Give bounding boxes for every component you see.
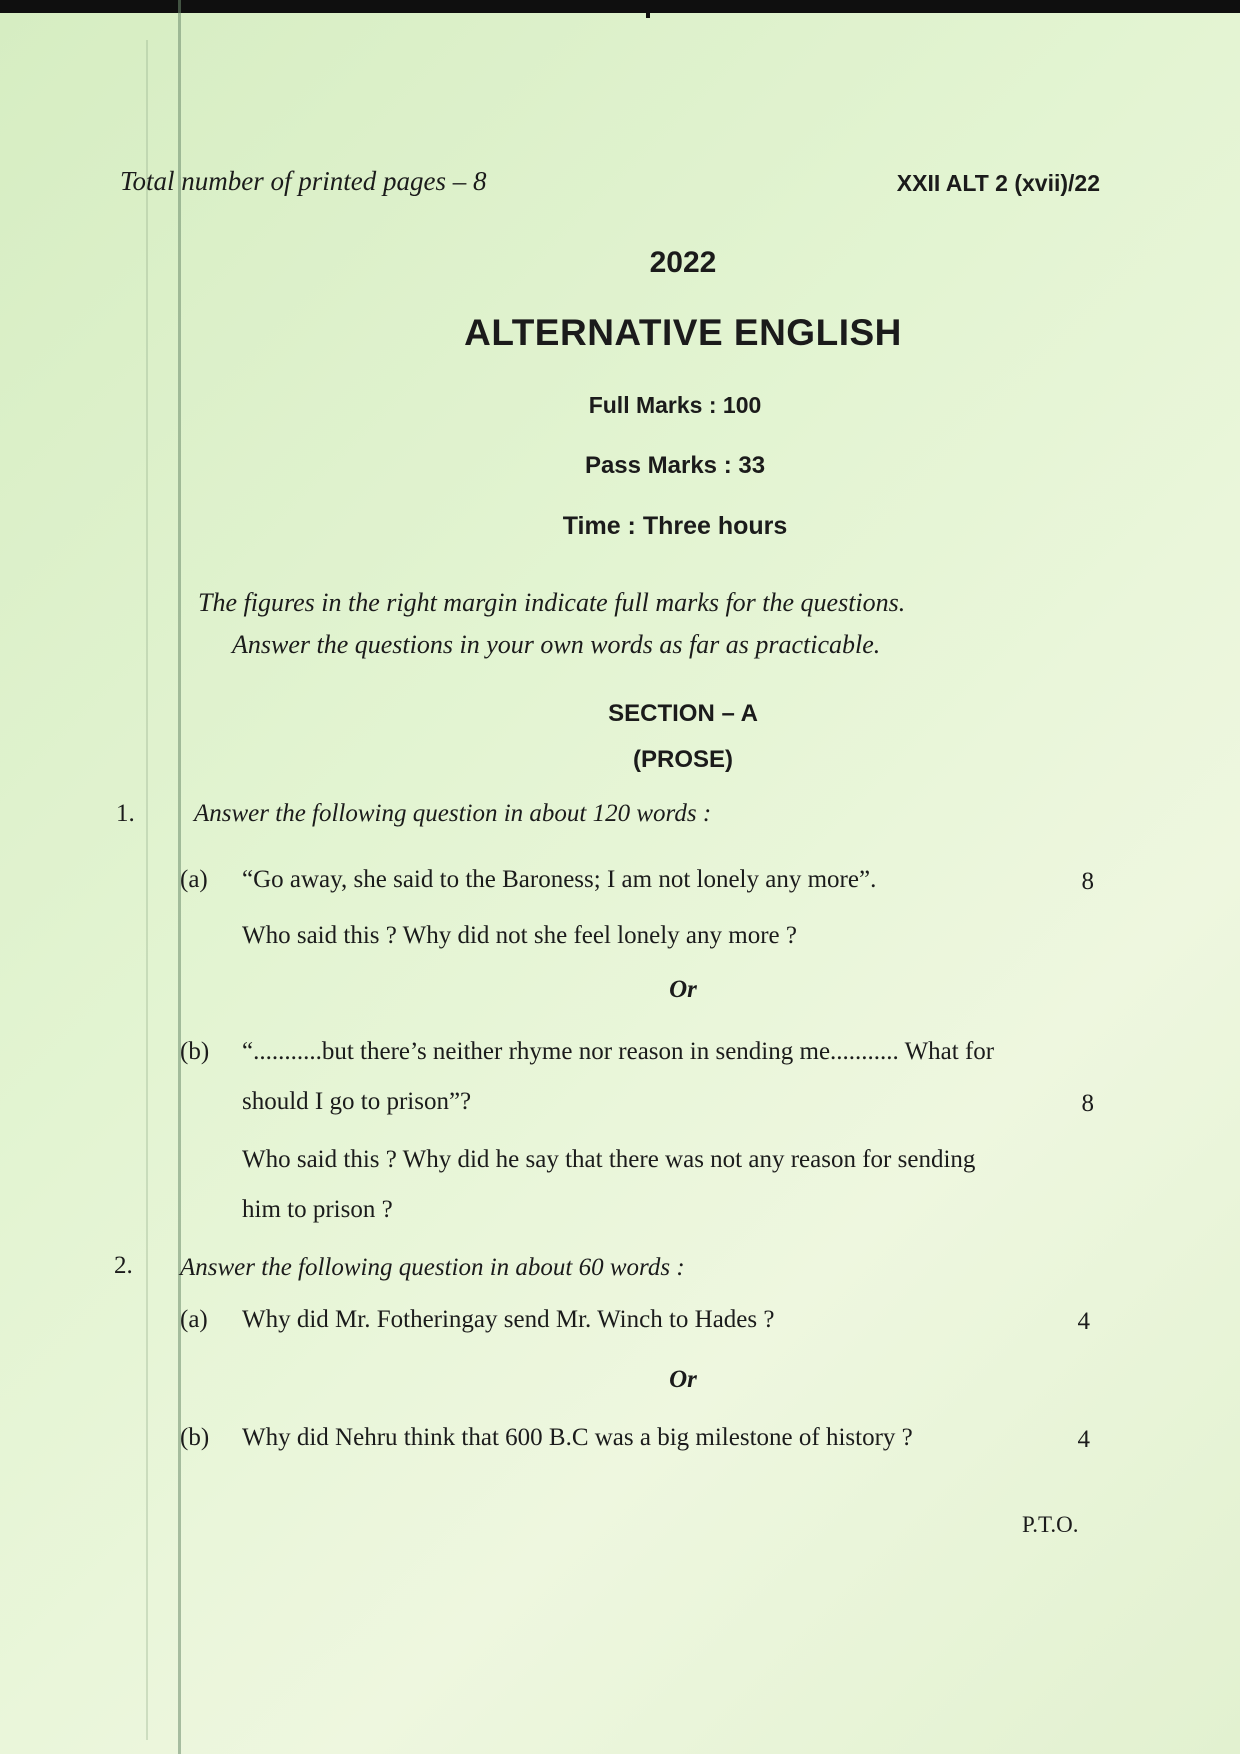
question-instruction: Answer the following question in about 120 words : xyxy=(194,800,712,827)
part-label: (b) xyxy=(180,1424,210,1451)
exam-year: 2022 xyxy=(649,246,717,279)
scan-top-notch xyxy=(646,0,650,18)
part-label: (a) xyxy=(180,1306,208,1333)
question-marks: 4 xyxy=(1077,1426,1090,1453)
question-marks: 8 xyxy=(1081,1090,1094,1117)
question-marks: 4 xyxy=(1077,1308,1090,1335)
part-label: (a) xyxy=(180,866,208,893)
question-text: “Go away, she said to the Baroness; I am not lonely any more”. xyxy=(242,866,877,893)
time-allowed: Time : Three hours xyxy=(562,512,788,540)
or-separator: Or xyxy=(669,1366,697,1393)
section-subtitle: (PROSE) xyxy=(632,746,733,773)
printed-pages-note: Total number of printed pages – 8 xyxy=(120,166,487,196)
question-text: should I go to prison”? xyxy=(242,1088,472,1115)
question-text: Why did Nehru think that 600 B.C was a big milestone of history ? xyxy=(242,1424,913,1451)
full-marks: Full Marks : 100 xyxy=(588,392,762,418)
question-instruction: Answer the following question in about 60 words : xyxy=(180,1254,685,1281)
paper-code: XXII ALT 2 (xvii)/22 xyxy=(896,170,1100,196)
please-turn-over: P.T.O. xyxy=(1022,1512,1079,1537)
question-marks: 8 xyxy=(1081,868,1094,895)
scan-top-edge xyxy=(0,0,1240,13)
instruction-line: Answer the questions in your own words as far as practicable. xyxy=(232,630,881,659)
question-text: Why did Mr. Fotheringay send Mr. Winch to Hades ? xyxy=(242,1306,775,1333)
question-text: him to prison ? xyxy=(242,1196,393,1223)
instruction-line: The figures in the right margin indicate full marks for the questions. xyxy=(198,588,906,617)
question-text: Who said this ? Why did not she feel lonely any more ? xyxy=(242,922,797,949)
section-title: SECTION – A xyxy=(608,700,758,727)
question-number: 2. xyxy=(114,1252,133,1279)
margin-fold-line xyxy=(146,40,148,1740)
question-text: Who said this ? Why did he say that there was not any reason for sending xyxy=(242,1146,976,1173)
part-label: (b) xyxy=(180,1038,210,1065)
question-number: 1. xyxy=(116,800,135,827)
or-separator: Or xyxy=(669,976,697,1003)
question-text: “...........but there’s neither rhyme nor reason in sending me........... What for xyxy=(242,1038,995,1065)
subject-title: ALTERNATIVE ENGLISH xyxy=(464,312,902,353)
pass-marks: Pass Marks : 33 xyxy=(584,452,766,479)
